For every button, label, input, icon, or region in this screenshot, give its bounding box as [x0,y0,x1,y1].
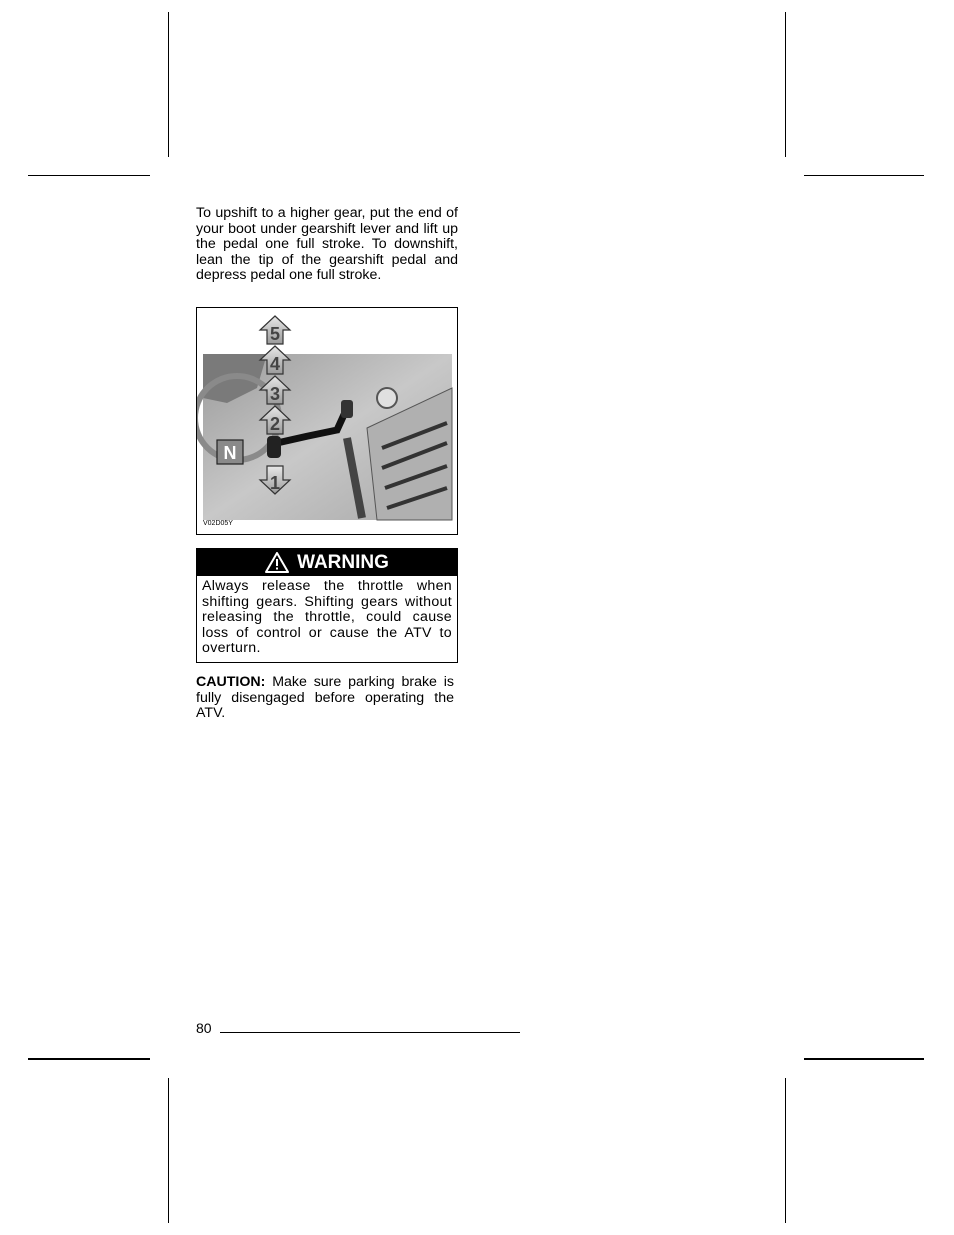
footer-rule [220,1032,520,1033]
gear-5-label: 5 [269,324,281,344]
caution-note [196,675,454,722]
crop-mark [804,175,924,176]
lever-pivot [341,400,353,418]
gear-1-label: 1 [269,473,281,493]
figure-code: V02D05Y [203,520,233,527]
neutral-label: N [223,443,237,463]
bolt [377,388,397,408]
page-number: 80 [196,1020,212,1036]
gearshift-illustration [197,308,457,534]
crop-mark [28,175,150,176]
warning-triangle-icon [265,552,289,573]
gear-4-label: 4 [269,354,281,374]
warning-header [197,549,457,576]
caution-label: CAUTION: [196,674,266,690]
gear-2-label: 2 [269,414,281,434]
crop-mark [785,1078,786,1223]
caution-text: Make sure parking brake is fully disengaged before operating the ATV. [196,674,455,722]
shifting-instructions: To upshift to a higher gear, put the end of your boot under gearshift lever and lift up the pedal one full stroke. To downshift, lean the tip of the gearshift pedal and depress pedal one full stroke. [196,205,458,284]
warning-title: WARNING [297,551,389,573]
crop-mark [168,12,169,157]
warning-text: Always release the throttle when shifting gears. Shifting gears without releasing the throttle, could cause loss of control or cause the ATV to overturn. [202,578,452,657]
gear-5-arrow [260,316,290,344]
crop-mark [28,1058,150,1060]
page-footer [196,1020,520,1036]
crop-mark [804,1058,924,1060]
crop-mark [168,1078,169,1223]
gear-3-label: 3 [269,384,281,404]
crop-mark [785,12,786,157]
gearshift-figure [196,307,458,535]
shift-pedal-tip [267,436,281,458]
warning-box [196,548,458,663]
neutral-marker [217,440,243,464]
